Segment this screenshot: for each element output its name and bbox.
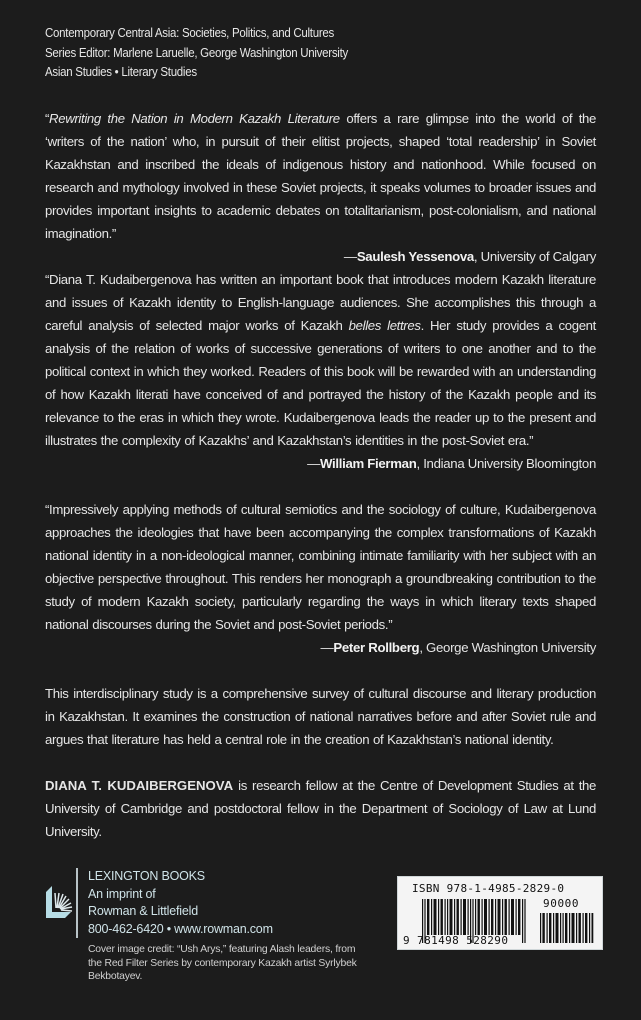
series-info xyxy=(45,24,597,83)
em-dash: — xyxy=(343,249,357,264)
endorser-affiliation: , Indiana University Bloomington xyxy=(416,456,596,471)
endorser-name: William Fierman xyxy=(319,456,417,471)
endorsement-attribution xyxy=(45,636,596,659)
bio-text: is research fellow at the Centre of Development Studies at the University of Cambridge and postdoctoral fellow in the Department of Sociology of Law at Lund University. xyxy=(45,778,596,839)
endorsement-2 xyxy=(45,268,596,475)
publisher-name: LEXINGTON BOOKS xyxy=(88,869,205,883)
isbn-barcode xyxy=(397,876,603,950)
description-text: This interdisciplinary study is a comprehensive survey of cultural discourse and literary production in Kazakhstan. It examines the construction of national narratives before and after Soviet rule and argues that literature has held a central role in the creation of Kazakhstan’s national identity. xyxy=(45,686,596,747)
endorsement-attribution xyxy=(45,245,596,268)
endorsement-quote xyxy=(45,107,596,245)
series-title: Contemporary Central Asia: Societies, Politics, and Cultures xyxy=(45,26,334,40)
imprint-line: An imprint of xyxy=(88,886,156,901)
endorser-affiliation: , University of Calgary xyxy=(473,249,596,264)
quote-text: . Her study provides a cogent analysis of the relation of works of successive generations of writers to one another and to the political context in which they worked. Readers of this book will be rewarded with an understanding of how Kazakh literati have conceived of and portrayed the history of the Kazakh people and its relevance to the eras in which they wrote. Kudaibergenova leads the reader up to the present and illustrates the complexity of Kazakhs’ and Kazakhstan’s identities in the post-Soviet era.” xyxy=(45,318,596,448)
book-description xyxy=(45,682,596,751)
em-dash: — xyxy=(307,456,320,471)
series-editor: Series Editor: Marlene Laruelle, George Washington University xyxy=(45,45,348,60)
open-quote: “ xyxy=(45,111,50,126)
ean-digits: 9 781498 528290 xyxy=(403,934,509,947)
quote-text: “Diana T. Kudaibergenova has written an important book that introduces modern Kazakh literature and issues of Kazakh identity to English-language audiences. She accomplishes this through a careful analysis of selected major works of Kazakh xyxy=(45,272,596,333)
subject-categories: Asian Studies • Literary Studies xyxy=(45,65,197,80)
parent-publisher: Rowman & Littlefield xyxy=(88,904,198,918)
cover-image-credit: Cover image credit: “Ush Arys,” featuring Alash leaders, from the Red Filter Series by contemporary Kazakh artist Syrlybek Bekbotayev. xyxy=(88,944,357,983)
endorser-affiliation: , George Washington University xyxy=(419,640,596,655)
footer-divider xyxy=(76,868,78,938)
quote-text: “Impressively applying methods of cultural semiotics and the sociology of culture, Kudaibergenova approaches the ideologies that have been accompanying the complex transformations of Kazakh national identity in a non-ideological manner, combining intimate familiarity with her subject with an objective perspective throughout. This renders her monograph a groundbreaking contribution to the study of modern Kazakh society, particularly regarding the ways in which literary texts shaped national discourses during the Soviet and post-Soviet periods.” xyxy=(45,502,596,632)
endorsement-quote xyxy=(45,498,596,636)
quote-text: offers a rare glimpse into the world of the ‘writers of the nation’ who, in pursuit of their elitist projects, shaped ‘total readership’ in Soviet Kazakhstan and inscribed the ideals of indigenous history and nationhood. While focused on research and mythology involved in these Soviet projects, it speaks volumes to broader issues and provides important insights to academic debates on totalitarianism, post-colonialism, and national imagination.” xyxy=(45,111,596,241)
endorsement-3 xyxy=(45,498,596,659)
author-name: DIANA T. KUDAIBERGENOVA xyxy=(45,778,234,793)
author-bio xyxy=(45,774,596,843)
endorser-name: Saulesh Yessenova xyxy=(356,249,474,264)
publisher-info xyxy=(88,868,273,938)
endorser-name: Peter Rollberg xyxy=(333,640,420,655)
endorsement-1 xyxy=(45,107,596,268)
italic-term: belles lettres xyxy=(348,318,421,333)
endorsement-quote xyxy=(45,268,596,452)
price-code: 90000 xyxy=(543,897,580,910)
em-dash: — xyxy=(320,640,334,655)
endorsement-attribution xyxy=(45,452,596,475)
book-title: Rewriting the Nation in Modern Kazakh Literature xyxy=(49,111,340,126)
publisher-contact: 800-462-6420 • www.rowman.com xyxy=(88,921,273,936)
lexington-logo-icon xyxy=(45,884,73,922)
isbn-label: ISBN 978-1-4985-2829-0 xyxy=(412,882,565,895)
price-addon-bars xyxy=(540,913,594,943)
